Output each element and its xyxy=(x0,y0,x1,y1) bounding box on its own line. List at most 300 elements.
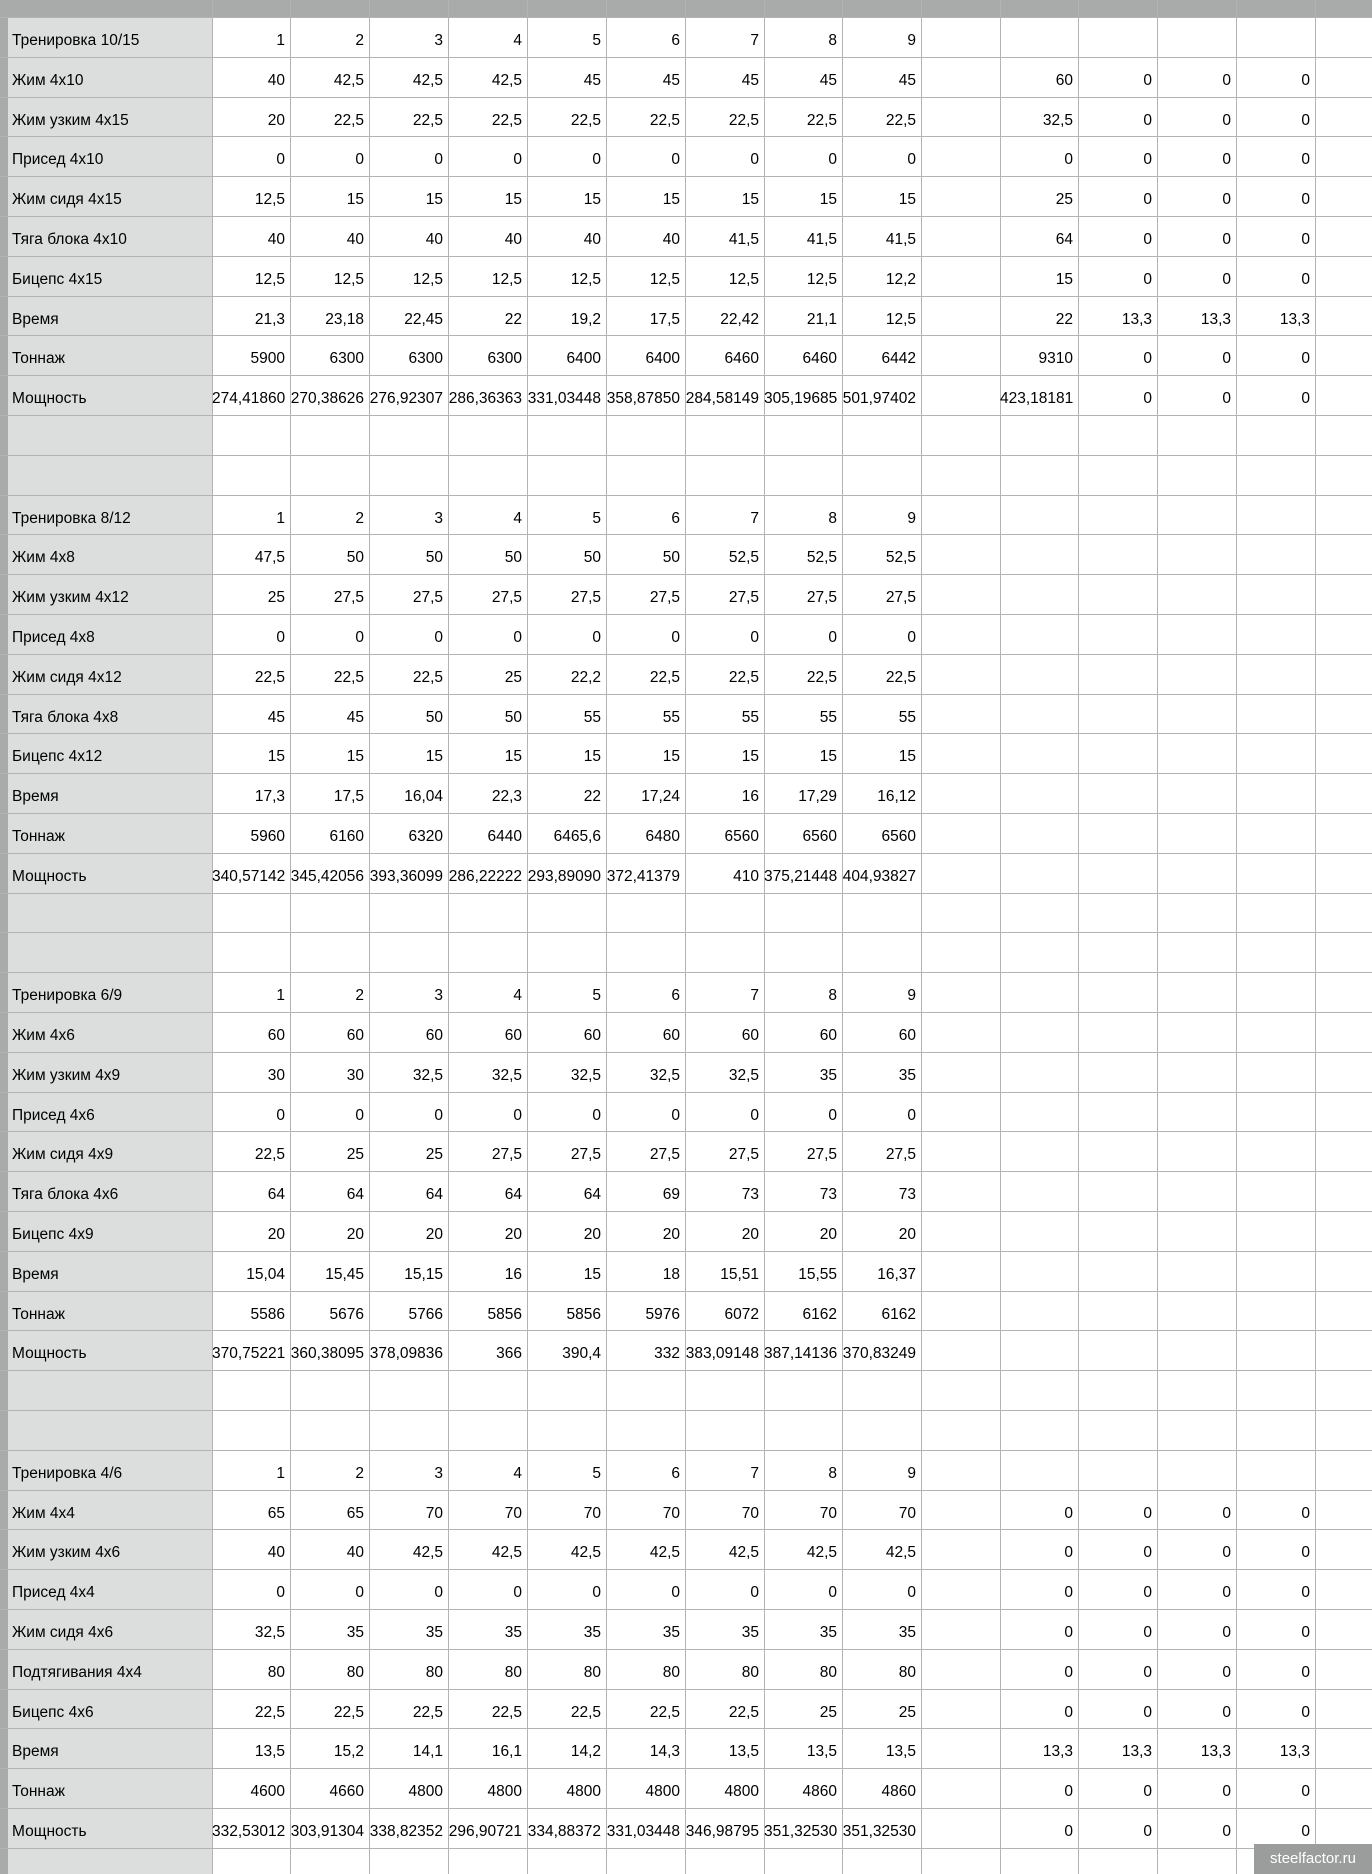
value-cell[interactable]: 15 xyxy=(346,748,364,765)
block-title-cell[interactable]: Тренировка 4/6 xyxy=(12,1465,123,1482)
value-cell[interactable]: 0 xyxy=(276,629,285,646)
value-cell[interactable]: 25 xyxy=(819,1704,837,1721)
extra-value-cell[interactable] xyxy=(1000,1211,1078,1251)
value-cell[interactable]: 15 xyxy=(662,191,680,208)
extra-value-cell[interactable] xyxy=(1000,1092,1078,1132)
value-cell[interactable]: 70 xyxy=(819,1505,837,1522)
extra-value-cell[interactable] xyxy=(1000,694,1078,734)
value-cell[interactable]: 6300 xyxy=(329,350,364,367)
extra-value-cell[interactable] xyxy=(1078,1171,1157,1211)
extra-value-cell[interactable]: 0 xyxy=(1301,1544,1310,1561)
value-cell[interactable]: 4860 xyxy=(802,1783,837,1800)
session-number-cell[interactable]: 9 xyxy=(907,510,916,527)
value-cell[interactable]: 20 xyxy=(346,1226,364,1243)
extra-value-cell[interactable] xyxy=(1157,972,1236,1012)
value-cell[interactable]: 0 xyxy=(355,1107,364,1124)
extra-value-cell[interactable]: 9310 xyxy=(1038,350,1073,367)
value-cell[interactable]: 15,2 xyxy=(333,1743,364,1760)
extra-value-cell[interactable]: 0 xyxy=(1064,1624,1073,1641)
value-cell[interactable]: 387,14136 xyxy=(764,1345,838,1362)
row-label-cell[interactable]: Жим сидя 4х12 xyxy=(12,669,122,686)
value-cell[interactable]: 6400 xyxy=(566,350,601,367)
extra-value-cell[interactable] xyxy=(1078,773,1157,813)
value-cell[interactable]: 17,29 xyxy=(798,788,837,805)
session-number-cell[interactable]: 1 xyxy=(276,510,285,527)
extra-value-cell[interactable]: 13,3 xyxy=(1200,311,1231,328)
value-cell[interactable]: 293,89090 xyxy=(527,868,601,885)
value-cell[interactable]: 0 xyxy=(592,151,601,168)
extra-value-cell[interactable]: 0 xyxy=(1222,231,1231,248)
value-cell[interactable]: 35 xyxy=(583,1624,601,1641)
value-cell[interactable]: 0 xyxy=(513,629,522,646)
value-cell[interactable]: 0 xyxy=(592,629,601,646)
extra-value-cell[interactable] xyxy=(1000,1171,1078,1211)
row-label-cell[interactable]: Время xyxy=(12,311,59,328)
value-cell[interactable]: 370,75221 xyxy=(212,1345,286,1362)
extra-value-cell[interactable] xyxy=(1000,1012,1078,1052)
value-cell[interactable]: 60 xyxy=(819,1027,837,1044)
extra-value-cell[interactable]: 0 xyxy=(1143,151,1152,168)
value-cell[interactable]: 0 xyxy=(434,1107,443,1124)
value-cell[interactable]: 331,03448 xyxy=(527,390,601,407)
row-label-cell[interactable]: Присед 4х8 xyxy=(12,629,95,646)
extra-value-cell[interactable]: 0 xyxy=(1301,151,1310,168)
extra-value-cell[interactable]: 0 xyxy=(1301,350,1310,367)
value-cell[interactable]: 15,15 xyxy=(404,1266,443,1283)
extra-value-cell[interactable] xyxy=(1157,614,1236,654)
value-cell[interactable]: 0 xyxy=(592,1584,601,1601)
extra-value-cell[interactable] xyxy=(1236,614,1315,654)
extra-value-cell[interactable] xyxy=(1078,733,1157,773)
extra-value-cell[interactable]: 0 xyxy=(1301,1624,1310,1641)
value-cell[interactable]: 47,5 xyxy=(254,549,285,566)
session-number-cell[interactable]: 2 xyxy=(355,510,364,527)
extra-value-cell[interactable] xyxy=(1157,654,1236,694)
value-cell[interactable]: 15 xyxy=(662,748,680,765)
extra-value-cell[interactable]: 0 xyxy=(1064,1783,1073,1800)
value-cell[interactable]: 0 xyxy=(828,1584,837,1601)
row-label-cell[interactable]: Жим узким 4х9 xyxy=(12,1067,121,1084)
value-cell[interactable]: 0 xyxy=(513,1584,522,1601)
extra-value-cell[interactable] xyxy=(1157,1291,1236,1331)
extra-value-cell[interactable]: 0 xyxy=(1301,1584,1310,1601)
value-cell[interactable]: 55 xyxy=(583,709,601,726)
value-cell[interactable]: 17,5 xyxy=(649,311,680,328)
extra-value-cell[interactable] xyxy=(1078,534,1157,574)
value-cell[interactable]: 27,5 xyxy=(570,589,601,606)
value-cell[interactable]: 60 xyxy=(583,1027,601,1044)
session-number-cell[interactable]: 7 xyxy=(750,510,759,527)
value-cell[interactable]: 40 xyxy=(267,231,285,248)
extra-value-cell[interactable] xyxy=(1236,1092,1315,1132)
session-number-cell[interactable]: 1 xyxy=(276,1465,285,1482)
value-cell[interactable]: 284,58149 xyxy=(685,390,759,407)
extra-value-cell[interactable] xyxy=(1078,1211,1157,1251)
value-cell[interactable]: 22 xyxy=(583,788,601,805)
value-cell[interactable]: 55 xyxy=(741,709,759,726)
value-cell[interactable]: 35 xyxy=(898,1624,916,1641)
value-cell[interactable]: 0 xyxy=(671,1107,680,1124)
extra-value-cell[interactable]: 0 xyxy=(1143,1783,1152,1800)
extra-value-cell[interactable]: 13,3 xyxy=(1121,1743,1152,1760)
value-cell[interactable]: 12,5 xyxy=(333,271,364,288)
value-cell[interactable]: 50 xyxy=(504,709,522,726)
value-cell[interactable]: 15 xyxy=(346,191,364,208)
extra-value-cell[interactable] xyxy=(1078,1012,1157,1052)
extra-value-cell[interactable] xyxy=(1000,1450,1078,1490)
value-cell[interactable]: 276,92307 xyxy=(369,390,443,407)
value-cell[interactable]: 15 xyxy=(741,191,759,208)
value-cell[interactable]: 70 xyxy=(425,1505,443,1522)
value-cell[interactable]: 0 xyxy=(513,151,522,168)
value-cell[interactable]: 45 xyxy=(267,709,285,726)
extra-value-cell[interactable] xyxy=(1157,694,1236,734)
extra-value-cell[interactable] xyxy=(1236,574,1315,614)
extra-value-cell[interactable] xyxy=(1236,495,1315,535)
value-cell[interactable]: 16,04 xyxy=(404,788,443,805)
extra-value-cell[interactable] xyxy=(1078,813,1157,853)
extra-value-cell[interactable] xyxy=(1000,17,1078,57)
session-number-cell[interactable]: 6 xyxy=(671,32,680,49)
value-cell[interactable]: 41,5 xyxy=(806,231,837,248)
value-cell[interactable]: 12,5 xyxy=(254,191,285,208)
session-number-cell[interactable]: 4 xyxy=(513,510,522,527)
value-cell[interactable]: 5586 xyxy=(250,1306,285,1323)
extra-value-cell[interactable] xyxy=(1236,1450,1315,1490)
extra-value-cell[interactable]: 0 xyxy=(1222,112,1231,129)
extra-value-cell[interactable] xyxy=(1000,534,1078,574)
value-cell[interactable]: 4800 xyxy=(487,1783,522,1800)
extra-value-cell[interactable] xyxy=(1157,495,1236,535)
session-number-cell[interactable]: 7 xyxy=(750,1465,759,1482)
extra-value-cell[interactable]: 0 xyxy=(1222,1783,1231,1800)
value-cell[interactable]: 22,5 xyxy=(412,1704,443,1721)
value-cell[interactable]: 393,36099 xyxy=(369,868,443,885)
value-cell[interactable]: 42,5 xyxy=(412,72,443,89)
value-cell[interactable]: 270,38626 xyxy=(290,390,364,407)
value-cell[interactable]: 52,5 xyxy=(728,549,759,566)
extra-value-cell[interactable] xyxy=(1000,773,1078,813)
extra-value-cell[interactable]: 0 xyxy=(1222,1584,1231,1601)
value-cell[interactable]: 22,5 xyxy=(491,1704,522,1721)
value-cell[interactable]: 27,5 xyxy=(649,1146,680,1163)
value-cell[interactable]: 55 xyxy=(662,709,680,726)
value-cell[interactable]: 6160 xyxy=(329,828,364,845)
value-cell[interactable]: 42,5 xyxy=(649,1544,680,1561)
extra-value-cell[interactable] xyxy=(1157,1131,1236,1171)
value-cell[interactable]: 22,5 xyxy=(728,1704,759,1721)
value-cell[interactable]: 69 xyxy=(662,1186,680,1203)
value-cell[interactable]: 0 xyxy=(671,1584,680,1601)
value-cell[interactable]: 30 xyxy=(267,1067,285,1084)
value-cell[interactable]: 12,5 xyxy=(254,271,285,288)
value-cell[interactable]: 60 xyxy=(267,1027,285,1044)
extra-value-cell[interactable]: 0 xyxy=(1143,1664,1152,1681)
value-cell[interactable]: 41,5 xyxy=(728,231,759,248)
value-cell[interactable]: 6560 xyxy=(881,828,916,845)
value-cell[interactable]: 15 xyxy=(583,191,601,208)
value-cell[interactable]: 12,5 xyxy=(649,271,680,288)
value-cell[interactable]: 6560 xyxy=(802,828,837,845)
value-cell[interactable]: 6162 xyxy=(802,1306,837,1323)
extra-value-cell[interactable] xyxy=(1236,694,1315,734)
value-cell[interactable]: 35 xyxy=(662,1624,680,1641)
extra-value-cell[interactable] xyxy=(1078,1450,1157,1490)
value-cell[interactable]: 32,5 xyxy=(254,1624,285,1641)
extra-value-cell[interactable]: 0 xyxy=(1143,1823,1152,1840)
extra-value-cell[interactable]: 0 xyxy=(1301,231,1310,248)
value-cell[interactable]: 14,3 xyxy=(649,1743,680,1760)
extra-value-cell[interactable]: 0 xyxy=(1301,112,1310,129)
value-cell[interactable]: 35 xyxy=(898,1067,916,1084)
value-cell[interactable]: 45 xyxy=(898,72,916,89)
value-cell[interactable]: 296,90721 xyxy=(448,1823,522,1840)
row-label-cell[interactable]: Время xyxy=(12,788,59,805)
extra-value-cell[interactable]: 0 xyxy=(1064,1704,1073,1721)
extra-value-cell[interactable] xyxy=(1157,773,1236,813)
value-cell[interactable]: 20 xyxy=(504,1226,522,1243)
value-cell[interactable]: 22,5 xyxy=(412,112,443,129)
value-cell[interactable]: 16 xyxy=(504,1266,522,1283)
session-number-cell[interactable]: 6 xyxy=(671,510,680,527)
value-cell[interactable]: 50 xyxy=(425,549,443,566)
value-cell[interactable]: 70 xyxy=(504,1505,522,1522)
value-cell[interactable]: 6460 xyxy=(802,350,837,367)
value-cell[interactable]: 20 xyxy=(425,1226,443,1243)
value-cell[interactable]: 0 xyxy=(750,629,759,646)
value-cell[interactable]: 32,5 xyxy=(491,1067,522,1084)
extra-value-cell[interactable] xyxy=(1000,654,1078,694)
value-cell[interactable]: 0 xyxy=(671,151,680,168)
value-cell[interactable]: 305,19685 xyxy=(764,390,838,407)
session-number-cell[interactable]: 6 xyxy=(671,1465,680,1482)
extra-value-cell[interactable]: 13,3 xyxy=(1042,1743,1073,1760)
extra-value-cell[interactable]: 13,3 xyxy=(1200,1743,1231,1760)
session-number-cell[interactable]: 9 xyxy=(907,1465,916,1482)
value-cell[interactable]: 4800 xyxy=(566,1783,601,1800)
value-cell[interactable]: 65 xyxy=(267,1505,285,1522)
value-cell[interactable]: 27,5 xyxy=(491,1146,522,1163)
row-label-cell[interactable]: Время xyxy=(12,1266,59,1283)
value-cell[interactable]: 0 xyxy=(434,1584,443,1601)
extra-value-cell[interactable] xyxy=(1157,574,1236,614)
value-cell[interactable]: 27,5 xyxy=(728,1146,759,1163)
row-label-cell[interactable]: Тяга блока 4х6 xyxy=(12,1186,119,1203)
value-cell[interactable]: 6465,6 xyxy=(553,828,601,845)
extra-value-cell[interactable] xyxy=(1236,534,1315,574)
value-cell[interactable]: 390,4 xyxy=(562,1345,601,1362)
value-cell[interactable]: 52,5 xyxy=(885,549,916,566)
extra-value-cell[interactable]: 0 xyxy=(1222,1823,1231,1840)
value-cell[interactable]: 50 xyxy=(346,549,364,566)
value-cell[interactable]: 27,5 xyxy=(885,1146,916,1163)
extra-value-cell[interactable] xyxy=(1157,813,1236,853)
extra-value-cell[interactable] xyxy=(1078,1092,1157,1132)
value-cell[interactable]: 6440 xyxy=(487,828,522,845)
extra-value-cell[interactable] xyxy=(1157,534,1236,574)
value-cell[interactable]: 27,5 xyxy=(649,589,680,606)
value-cell[interactable]: 22,5 xyxy=(333,112,364,129)
value-cell[interactable]: 12,5 xyxy=(806,271,837,288)
value-cell[interactable]: 338,82352 xyxy=(369,1823,443,1840)
value-cell[interactable]: 27,5 xyxy=(806,1146,837,1163)
row-label-cell[interactable]: Присед 4х6 xyxy=(12,1107,95,1124)
value-cell[interactable]: 80 xyxy=(267,1664,285,1681)
extra-value-cell[interactable]: 0 xyxy=(1301,1823,1310,1840)
extra-value-cell[interactable] xyxy=(1078,574,1157,614)
extra-value-cell[interactable] xyxy=(1000,1052,1078,1092)
extra-value-cell[interactable] xyxy=(1236,1012,1315,1052)
extra-value-cell[interactable] xyxy=(1157,1251,1236,1291)
value-cell[interactable]: 23,18 xyxy=(325,311,364,328)
value-cell[interactable]: 501,97402 xyxy=(842,390,916,407)
value-cell[interactable]: 13,5 xyxy=(806,1743,837,1760)
extra-value-cell[interactable]: 22 xyxy=(1055,311,1073,328)
value-cell[interactable]: 14,2 xyxy=(570,1743,601,1760)
row-label-cell[interactable]: Жим сидя 4х15 xyxy=(12,191,122,208)
value-cell[interactable]: 35 xyxy=(425,1624,443,1641)
value-cell[interactable]: 27,5 xyxy=(806,589,837,606)
value-cell[interactable]: 5960 xyxy=(250,828,285,845)
extra-value-cell[interactable]: 32,5 xyxy=(1042,112,1073,129)
extra-value-cell[interactable]: 0 xyxy=(1064,1584,1073,1601)
value-cell[interactable]: 5766 xyxy=(408,1306,443,1323)
value-cell[interactable]: 12,5 xyxy=(570,271,601,288)
row-label-cell[interactable]: Тяга блока 4х10 xyxy=(12,231,127,248)
session-number-cell[interactable]: 2 xyxy=(355,1465,364,1482)
value-cell[interactable]: 60 xyxy=(898,1027,916,1044)
value-cell[interactable]: 27,5 xyxy=(885,589,916,606)
value-cell[interactable]: 0 xyxy=(355,151,364,168)
value-cell[interactable]: 6320 xyxy=(408,828,443,845)
value-cell[interactable]: 303,91304 xyxy=(290,1823,364,1840)
value-cell[interactable]: 378,09836 xyxy=(369,1345,443,1362)
extra-value-cell[interactable] xyxy=(1000,972,1078,1012)
value-cell[interactable]: 40 xyxy=(267,1544,285,1561)
extra-value-cell[interactable] xyxy=(1078,1330,1157,1370)
value-cell[interactable]: 366 xyxy=(496,1345,522,1362)
value-cell[interactable]: 0 xyxy=(907,1584,916,1601)
block-title-cell[interactable]: Тренировка 6/9 xyxy=(12,987,123,1004)
value-cell[interactable]: 13,5 xyxy=(254,1743,285,1760)
session-number-cell[interactable]: 4 xyxy=(513,1465,522,1482)
value-cell[interactable]: 22,5 xyxy=(254,669,285,686)
value-cell[interactable]: 60 xyxy=(662,1027,680,1044)
value-cell[interactable]: 40 xyxy=(346,1544,364,1561)
value-cell[interactable]: 13,5 xyxy=(885,1743,916,1760)
row-label-cell[interactable]: Бицепс 4х15 xyxy=(12,271,103,288)
row-label-cell[interactable]: Мощность xyxy=(12,1345,87,1362)
row-label-cell[interactable]: Тоннаж xyxy=(12,350,65,367)
value-cell[interactable]: 80 xyxy=(583,1664,601,1681)
row-label-cell[interactable]: Тоннаж xyxy=(12,1306,65,1323)
value-cell[interactable]: 0 xyxy=(828,151,837,168)
value-cell[interactable]: 40 xyxy=(583,231,601,248)
value-cell[interactable]: 27,5 xyxy=(412,589,443,606)
extra-value-cell[interactable]: 0 xyxy=(1222,151,1231,168)
value-cell[interactable]: 332 xyxy=(654,1345,680,1362)
value-cell[interactable]: 6300 xyxy=(487,350,522,367)
row-label-cell[interactable]: Жим 4х6 xyxy=(12,1027,75,1044)
value-cell[interactable]: 73 xyxy=(741,1186,759,1203)
value-cell[interactable]: 22,42 xyxy=(720,311,759,328)
value-cell[interactable]: 22,5 xyxy=(333,1704,364,1721)
extra-value-cell[interactable]: 0 xyxy=(1222,1544,1231,1561)
extra-value-cell[interactable] xyxy=(1157,1012,1236,1052)
row-label-cell[interactable]: Мощность xyxy=(12,390,87,407)
value-cell[interactable]: 35 xyxy=(819,1624,837,1641)
extra-value-cell[interactable] xyxy=(1000,1330,1078,1370)
value-cell[interactable]: 22,2 xyxy=(570,669,601,686)
value-cell[interactable]: 375,21448 xyxy=(764,868,838,885)
value-cell[interactable]: 40 xyxy=(662,231,680,248)
value-cell[interactable]: 22,5 xyxy=(333,669,364,686)
value-cell[interactable]: 35 xyxy=(741,1624,759,1641)
value-cell[interactable]: 17,24 xyxy=(641,788,680,805)
value-cell[interactable]: 30 xyxy=(346,1067,364,1084)
value-cell[interactable]: 0 xyxy=(750,1584,759,1601)
session-number-cell[interactable]: 7 xyxy=(750,32,759,49)
session-number-cell[interactable]: 4 xyxy=(513,32,522,49)
value-cell[interactable]: 12,2 xyxy=(885,271,916,288)
value-cell[interactable]: 41,5 xyxy=(885,231,916,248)
value-cell[interactable]: 73 xyxy=(898,1186,916,1203)
extra-value-cell[interactable] xyxy=(1000,813,1078,853)
extra-value-cell[interactable]: 0 xyxy=(1064,1664,1073,1681)
value-cell[interactable]: 5856 xyxy=(566,1306,601,1323)
extra-value-cell[interactable]: 0 xyxy=(1143,350,1152,367)
row-label-cell[interactable]: Жим сидя 4х9 xyxy=(12,1146,114,1163)
session-number-cell[interactable]: 9 xyxy=(907,32,916,49)
value-cell[interactable]: 22,5 xyxy=(649,669,680,686)
extra-value-cell[interactable] xyxy=(1157,853,1236,893)
session-number-cell[interactable]: 1 xyxy=(276,987,285,1004)
value-cell[interactable]: 410 xyxy=(733,868,759,885)
extra-value-cell[interactable] xyxy=(1236,1211,1315,1251)
value-cell[interactable]: 22,5 xyxy=(885,669,916,686)
block-title-cell[interactable]: Тренировка 8/12 xyxy=(12,510,131,527)
row-label-cell[interactable]: Жим узким 4х12 xyxy=(12,589,129,606)
value-cell[interactable]: 0 xyxy=(907,151,916,168)
row-label-cell[interactable]: Присед 4х4 xyxy=(12,1584,95,1601)
value-cell[interactable]: 45 xyxy=(662,72,680,89)
value-cell[interactable]: 15,55 xyxy=(798,1266,837,1283)
value-cell[interactable]: 22,45 xyxy=(404,311,443,328)
extra-value-cell[interactable]: 0 xyxy=(1222,191,1231,208)
extra-value-cell[interactable] xyxy=(1236,1131,1315,1171)
value-cell[interactable]: 60 xyxy=(504,1027,522,1044)
value-cell[interactable]: 331,03448 xyxy=(606,1823,680,1840)
value-cell[interactable]: 6460 xyxy=(724,350,759,367)
value-cell[interactable]: 0 xyxy=(434,151,443,168)
value-cell[interactable]: 50 xyxy=(425,709,443,726)
value-cell[interactable]: 0 xyxy=(276,1107,285,1124)
value-cell[interactable]: 0 xyxy=(828,629,837,646)
value-cell[interactable]: 73 xyxy=(819,1186,837,1203)
value-cell[interactable]: 15 xyxy=(741,748,759,765)
value-cell[interactable]: 15 xyxy=(819,191,837,208)
value-cell[interactable]: 22,5 xyxy=(649,112,680,129)
row-label-cell[interactable]: Подтягивания 4х4 xyxy=(12,1664,142,1681)
value-cell[interactable]: 22,5 xyxy=(728,669,759,686)
extra-value-cell[interactable] xyxy=(1236,1052,1315,1092)
extra-value-cell[interactable]: 0 xyxy=(1143,390,1152,407)
extra-value-cell[interactable]: 0 xyxy=(1143,1544,1152,1561)
extra-value-cell[interactable] xyxy=(1236,733,1315,773)
value-cell[interactable]: 15 xyxy=(504,191,522,208)
row-label-cell[interactable]: Тяга блока 4х8 xyxy=(12,709,119,726)
value-cell[interactable]: 80 xyxy=(425,1664,443,1681)
